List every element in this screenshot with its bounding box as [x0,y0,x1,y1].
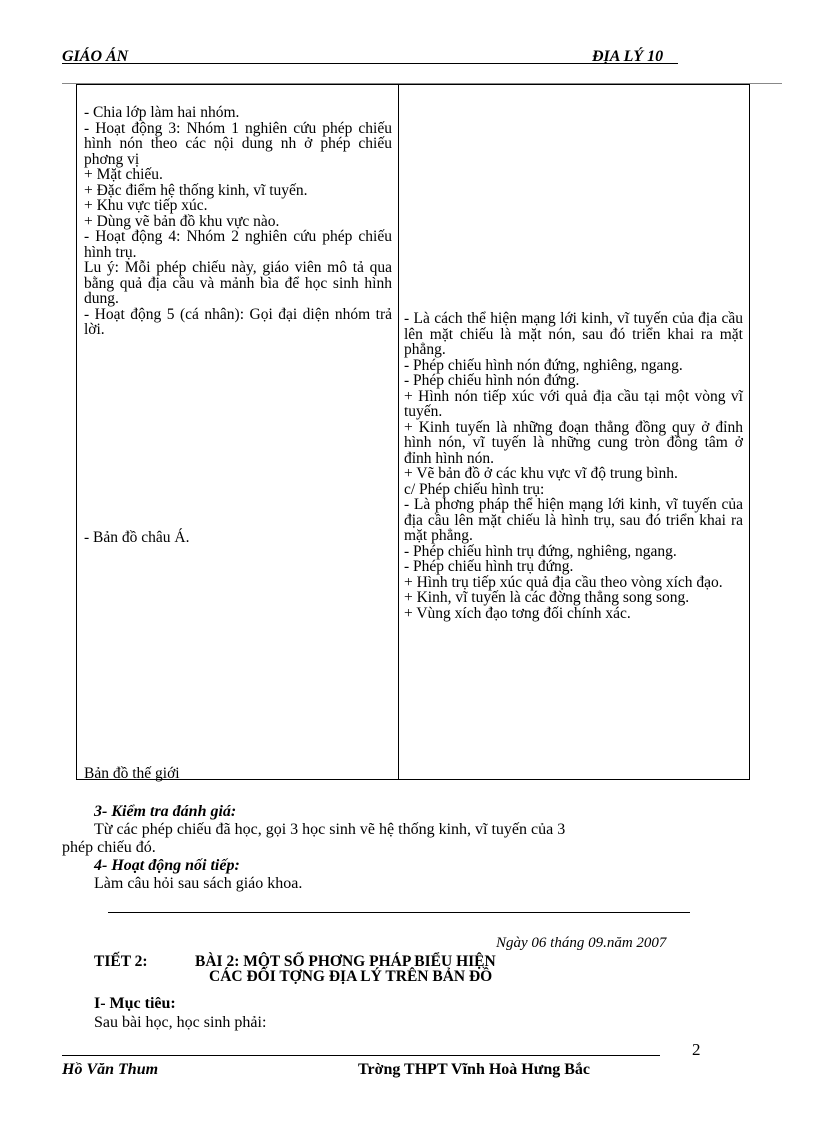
header-divider [62,63,678,64]
left-line: + Đặc điểm hệ thống kinh, vĩ tuyến. [84,181,308,199]
section-separator [108,912,690,913]
map-asia-note: - Bản đồ châu Á. [84,529,190,546]
left-line: - Hoạt động 4: Nhóm 2 nghiên cứu phép chiếu hình trụ. [84,228,392,261]
table-right-column [404,311,743,621]
lesson-label: TIẾT 2: [94,953,148,970]
objectives-text: Sau bài học, học sinh phải: [94,1014,267,1031]
objectives-heading: I- Mục tiêu: [94,995,176,1012]
left-line: + Khu vực tiếp xúc. [84,197,208,214]
right-line: + Vùng xích đạo tơng đối chính xác. [404,604,631,622]
left-line: + Mặt chiếu. [84,166,163,183]
right-line: + Hình nón tiếp xúc với quả địa cầu tại một vòng vĩ tuyến. [404,387,743,420]
left-line: - Chia lớp làm hai nhóm. [84,104,240,121]
assessment-text-line2: phép chiếu đó. [62,839,156,856]
left-line: Lu ý: Mỗi phép chiếu này, giáo viên mô tả qua bằng quả địa cầu và mảnh bìa để học sinh hình dung. [84,259,392,307]
lesson-date: Ngày 06 tháng 09.năm 2007 [496,935,667,951]
table-left-column [84,105,392,338]
lesson-title-line2: CÁC ĐỐI TỢNG ĐỊA LÝ TRÊN BẢN ĐỒ [209,968,493,985]
right-line: c/ Phép chiếu hình trụ: [404,480,545,498]
header-left: GIÁO ÁN [62,48,129,65]
footer-author: Hồ Văn Thum [62,1061,159,1078]
footer-divider [62,1055,660,1056]
assessment-heading: 3- Kiểm tra đánh giá: [94,803,237,820]
right-line: - Là phơng pháp thể hiện mạng lới kinh, vĩ tuyến của địa cầu lên mặt chiếu là hình trụ, sau đó triển khai ra mặt phẳng. [404,496,743,544]
header-right: ĐỊA LÝ 10 [592,48,664,65]
table-column-divider [398,84,399,780]
world-map-note: Bản đồ thế giới [84,765,180,782]
right-line: - Phép chiếu hình nón đứng, nghiêng, ngang. [404,356,683,374]
right-line: + Hình trụ tiếp xúc quả địa cầu theo vòng xích đạo. [404,573,723,591]
right-line: - Là cách thể hiện mạng lới kinh, vĩ tuyến của địa cầu lên mặt chiếu là mặt nón, sau đó triển khai ra mặt phẳng. [404,310,743,358]
left-line: - Hoạt động 5 (cá nhân): Gọi đại diện nhóm trả lời. [84,305,392,338]
right-line: + Vẽ bản đồ ở các khu vực vĩ độ trung bình. [404,465,678,482]
followup-heading: 4- Hoạt động nối tiếp: [94,857,240,874]
right-line: - Phép chiếu hình trụ đứng. [404,558,574,575]
right-line: - Phép chiếu hình nón đứng. [404,372,580,389]
right-line: + Kinh, vĩ tuyến là các đờng thẳng song song. [404,589,690,606]
left-line: + Dùng vẽ bản đồ khu vực nào. [84,212,280,230]
assessment-text-line1: Từ các phép chiếu đã học, gọi 3 học sinh vẽ hệ thống kinh, vĩ tuyến của 3 [94,821,566,838]
footer-school: Trờng THPT Vĩnh Hoà Hưng Bắc [358,1061,590,1078]
page-number: 2 [692,1040,701,1059]
right-line: - Phép chiếu hình trụ đứng, nghiêng, ngang. [404,542,677,560]
left-line: - Hoạt động 3: Nhóm 1 nghiên cứu phép chiếu hình nón theo các nội dung nh ở phép chiếu phơng vị [84,119,392,168]
followup-text: Làm câu hỏi sau sách giáo khoa. [94,875,303,892]
lesson-title-line1: BÀI 2: MỘT SỐ PHƠNG PHÁP BIỂU HIỆN [195,953,496,970]
right-line: + Kinh tuyến là những đoạn thẳng đồng quy ở đỉnh hình nón, vĩ tuyến là những cung tròn đồng tâm ở đỉnh hình nón. [404,418,743,467]
